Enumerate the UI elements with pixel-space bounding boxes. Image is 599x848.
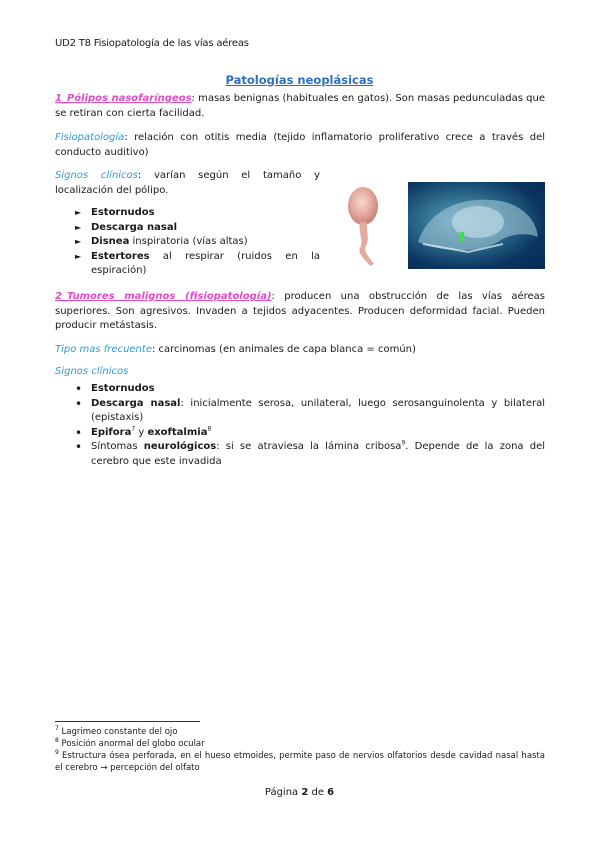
- footnote-text: Posición anormal del globo ocular: [58, 739, 205, 749]
- footnote-text: Estructura ósea perforada, en el hueso etmoides, permite paso de nervios olfatorios desde cavidad nasal hasta el cerebro → percepción del olfato: [55, 751, 545, 773]
- list-item: [75, 235, 320, 250]
- list-item-bold: Descarga nasal: [91, 397, 181, 409]
- page-number: [0, 787, 599, 798]
- malignant-tumors-paragraph: [55, 290, 545, 334]
- footnote-ref: 8: [207, 425, 212, 433]
- list-item-bold: exoftalmia: [147, 426, 208, 438]
- list-item-bold: Disnea: [91, 236, 130, 247]
- list-item: [75, 426, 545, 441]
- footnote: [55, 726, 545, 738]
- list-item-bold: neurológicos: [143, 441, 217, 452]
- footnote-text: Lagrimeo constante del ojo: [58, 727, 178, 737]
- list-item-bold: Epifora: [91, 426, 132, 438]
- footnote: [55, 738, 545, 750]
- page-label: Página: [264, 787, 302, 798]
- list-item-bold: Estornudos: [91, 207, 155, 218]
- clinical-signs-text: : varían según el tamaño y localización del pólipo.: [55, 170, 320, 196]
- list-item-text: : si se atraviesa la lámina cribosa: [216, 441, 402, 452]
- page-total: 6: [327, 787, 335, 798]
- most-frequent-paragraph: [55, 343, 545, 358]
- list-item-text: Síntomas: [91, 441, 144, 452]
- polyp-signs-list: [75, 206, 320, 279]
- pathophysiology-paragraph: [55, 131, 545, 160]
- footnote-number: 8: [55, 737, 59, 745]
- skull-xray-image: [408, 182, 545, 269]
- list-item-bold: Estertores: [91, 250, 150, 262]
- clinical-signs-label-2: Signos clínicos: [55, 366, 129, 377]
- list-item: [75, 221, 320, 236]
- list-item: [75, 250, 320, 279]
- malignant-tumors-heading: 2_Tumores malignos (fisiopatología): [55, 291, 272, 302]
- clinical-signs-paragraph: [55, 169, 320, 198]
- list-item: [75, 382, 545, 397]
- page-of: de: [308, 787, 328, 798]
- polyps-text: : masas benignas (habituales en gatos). Son masas pedunculadas que se retiran con cierta facilidad.: [55, 93, 546, 119]
- list-item-bold: Descarga nasal: [91, 221, 178, 233]
- polyps-heading: 1_Pólipos nasofaríngeos: [55, 93, 192, 104]
- list-item: [75, 206, 320, 221]
- most-frequent-text: : carcinomas (en animales de capa blanca = común): [151, 344, 416, 355]
- pathophysiology-label: Fisiopatología: [55, 132, 125, 143]
- footnote-divider: [55, 721, 200, 722]
- polyp-photo: [330, 182, 406, 268]
- page-header: UD2 T8 Fisiopatología de las vías aéreas: [55, 38, 249, 49]
- list-item-text: al respirar (ruidos en la espiración): [91, 250, 320, 276]
- section-title: Patologías neoplásicas: [225, 73, 374, 87]
- polyps-paragraph: [55, 92, 545, 121]
- page-current: 2: [301, 787, 309, 798]
- footnote-number: 9: [55, 749, 59, 757]
- footnote-number: 7: [55, 725, 59, 733]
- list-item-text: y: [135, 426, 148, 438]
- list-item-text: . Depende de la zona del cerebro que este invadida: [91, 441, 546, 467]
- tumor-signs-list: [75, 382, 545, 469]
- list-item-bold: Estornudos: [91, 383, 155, 394]
- list-item-text: : inicialmente serosa, unilateral, luego serosanguinolenta y bilateral (epistaxis): [91, 397, 545, 423]
- footnote-ref: 9: [401, 439, 406, 447]
- malignant-tumors-text: : producen una obstrucción de las vías aéreas superiores. Son agresivos. Invaden a tejidos adyacentes. Producen deformidad facial. Pueden producir metástasis.: [55, 291, 545, 331]
- list-item-text: inspiratoria (vías altas): [129, 236, 248, 247]
- clinical-signs-heading-2: [55, 365, 545, 380]
- most-frequent-label: Tipo mas frecuente: [55, 344, 152, 355]
- footnote: [55, 750, 545, 774]
- pathophysiology-text: : relación con otitis media (tejido inflamatorio proliferativo crece a través del conducto auditivo): [55, 132, 545, 158]
- list-item: [75, 397, 545, 426]
- footnote-ref: 7: [131, 425, 136, 433]
- clinical-signs-label: Signos clínicos: [55, 170, 138, 181]
- list-item: [75, 440, 545, 469]
